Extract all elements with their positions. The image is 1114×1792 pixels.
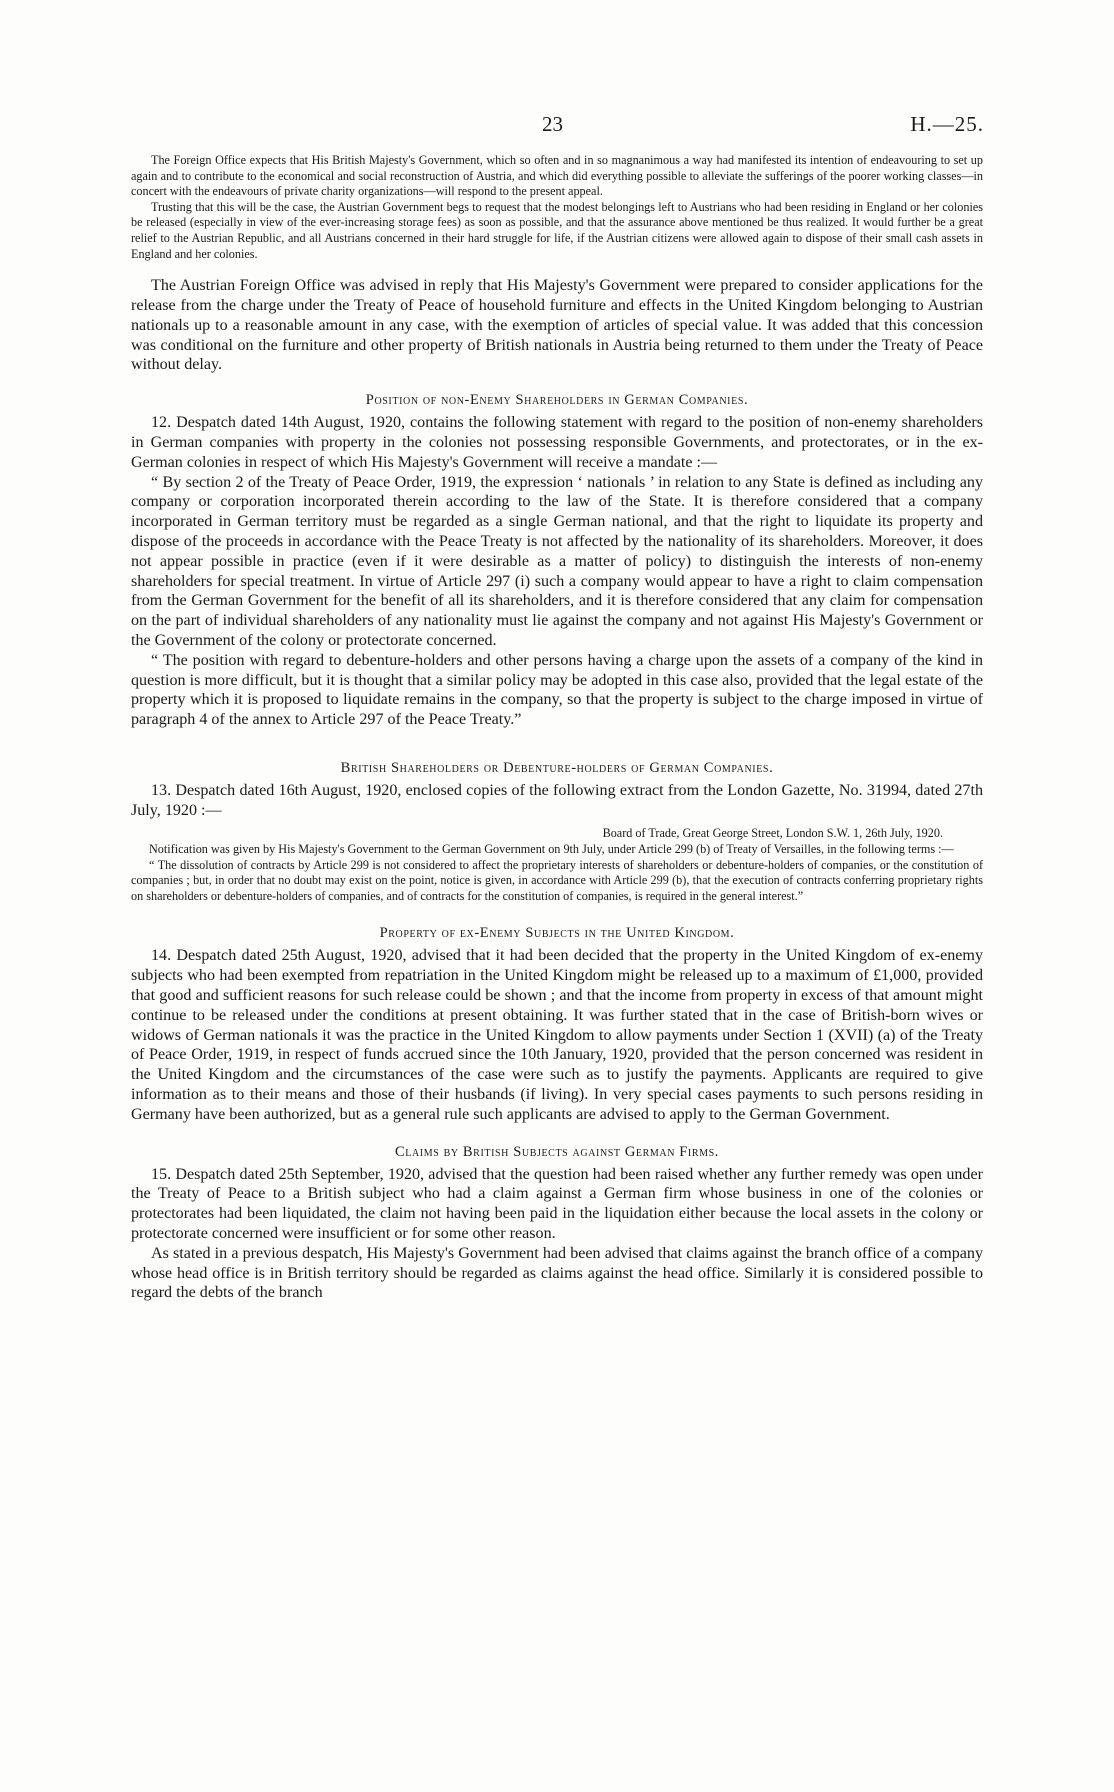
section-12-quote: “ By section 2 of the Treaty of Peace Order, 1919, the expression ‘ nationals ’ in relation to any State is defined as including any company or corporation incorporated therein according to the law of the State. It is therefore considered that a company incorporated in German territory must be regarded as a single German national, and that the right to liquidate its property and dispose of the proceeds in accordance with the Peace Treaty is not affected by the nationality of its shareholders. Moreover, it does not appear possible in practice (even if it were desirable as a matter of policy) to distinguish the interests of non-enemy shareholders for special treatment. In virtue of Article 297 (i) such a company would appear to have a right to claim compensation from the German Government for the benefit of all its shareholders, and it is therefore considered that any claim for compensation on the part of individual shareholders of any nationality must lie against the company and not against His Majesty's Government or the Government of the colony or protectorate concerned.	[131, 473, 983, 649]
austria-quote-paragraph: Trusting that this will be the case, the Austrian Government begs to request that the modest belongings left to Austrians who had been residing in England or her colonies be released (especially in view of the ever-increasing storage fees) as soon as possible, and that the assurance above mentioned be thus realized. It would further be a great relief to the Austrian Republic, and all Austrians concerned in their hard struggle for life, if the Austrian citizens were allowed again to dispose of their small cash assets in England and her colonies.	[131, 199, 983, 261]
section-15-paragraph: As stated in a previous despatch, His Majesty's Government had been advised that claims against the branch office of a company whose head office is in British territory should be regarded as claims against the head office. Similarly it is considered possible to regard the debts of the branch	[131, 1244, 983, 1302]
section-14-paragraph: 14. Despatch dated 25th August, 1920, advised that it had been decided that the property in the United Kingdom of ex-enemy subjects who had been exempted from repatriation in the United Kingdom might be released up to a maximum of £1,000, provided that good and sufficient reasons for such release could be shown ; and that the income from property in excess of that amount might continue to be released under the conditions at present obtaining. It was further stated that in the case of British-born wives or widows of German nationals it was the practice in the United Kingdom to allow payments under Section 1 (XVII) (a) of the Treaty of Peace Order, 1919, in respect of funds accrued since the 10th January, 1920, provided that the person concerned was resident in the United Kingdom and the circumstances of the case were such as to justify the payments. Applicants are required to give information as to their means and those of their husbands (if living). In very special cases payments to such persons residing in Germany have been authorized, but as a general rule such applicants are advised to apply to the German Government.	[131, 947, 983, 1123]
section-12-quote: “ The position with regard to debenture-holders and other persons having a charge upon the assets of a company of the kind in question is more difficult, but it is thought that a similar policy may be adopted in this case also, provided that the legal estate of the property which it is proposed to liquidate remains in the company, so that the property is subject to the charge imposed in virtue of paragraph 4 of the annex to Article 297 of the Peace Treaty.”	[131, 651, 983, 729]
section-heading-12: Position of non-Enemy Shareholders in German Companies.	[365, 392, 749, 409]
page-number: 23	[542, 112, 563, 136]
section-heading-15: Claims by British Subjects against German Firms.	[394, 1143, 720, 1160]
section-12-paragraph: 12. Despatch dated 14th August, 1920, contains the following statement with regard to the position of non-enemy shareholders in German companies with property in the colonies not possessing responsible Governments, and protectorates, or in the ex-German colonies in respect of which His Majesty's Government will receive a mandate :—	[131, 414, 983, 471]
austria-quote-paragraph: The Foreign Office expects that His British Majesty's Government, which so often and in so magnanimous a way had manifested its intention of endeavouring to set up again and to contribute to the economical and social reconstruction of Austria, and which did everything possible to alleviate the sufferings of the poorer working classes—in concert with the endeavours of private charity organizations—will respond to the present appeal.	[131, 153, 983, 199]
section-heading-14: Property of ex-Enemy Subjects in the United Kingdom.	[379, 925, 735, 942]
gazette-quote: “ The dissolution of contracts by Article 299 is not considered to affect the proprietary interests of shareholders or debenture-holders of companies, or the constitution of companies ; but, in order that no doubt may exist on the point, notice is given, in accordance with Article 299 (b), that the execution of contracts conferring proprietary rights on shareholders or debenture-holders of companies, and of contracts for the constitution of companies, is required in the general interest.”	[131, 857, 983, 903]
document-reference: H.—25.	[910, 112, 984, 136]
main-column	[131, 153, 983, 1303]
section-heading-13: British Shareholders or Debenture-holders of German Companies.	[340, 759, 774, 776]
section-15-paragraph: 15. Despatch dated 25th September, 1920, advised that the question had been raised whether any further remedy was open under the Treaty of Peace to a British subject who had a claim against a German firm whose business in one of the colonies or protectorates had been liquidated, the claim not having been paid in the liquidation either because the local assets in the colony or protectorate concerned were insufficient or for some other reason.	[131, 1165, 983, 1243]
page-header	[0, 112, 1114, 142]
gazette-dateline: Board of Trade, Great George Street, London S.W. 1, 26th July, 1920.	[602, 826, 943, 841]
gazette-notification: Notification was given by His Majesty's Government to the German Government on 9th July, under Article 299 (b) of Treaty of Versailles, in the following terms :—	[149, 842, 954, 857]
section-13-paragraph: 13. Despatch dated 16th August, 1920, enclosed copies of the following extract from the London Gazette, No. 31994, dated 27th July, 1920 :—	[131, 781, 983, 819]
austria-reply-paragraph: The Austrian Foreign Office was advised in reply that His Majesty's Government were prepared to consider applications for the release from the charge under the Treaty of Peace of household furniture and effects in the United Kingdom belonging to Austrian nationals up to a reasonable amount in any case, with the exemption of articles of special value. It was added that this concession was conditional on the furniture and other property of British nationals in Austria being returned to them under the Treaty of Peace without delay.	[131, 277, 983, 374]
